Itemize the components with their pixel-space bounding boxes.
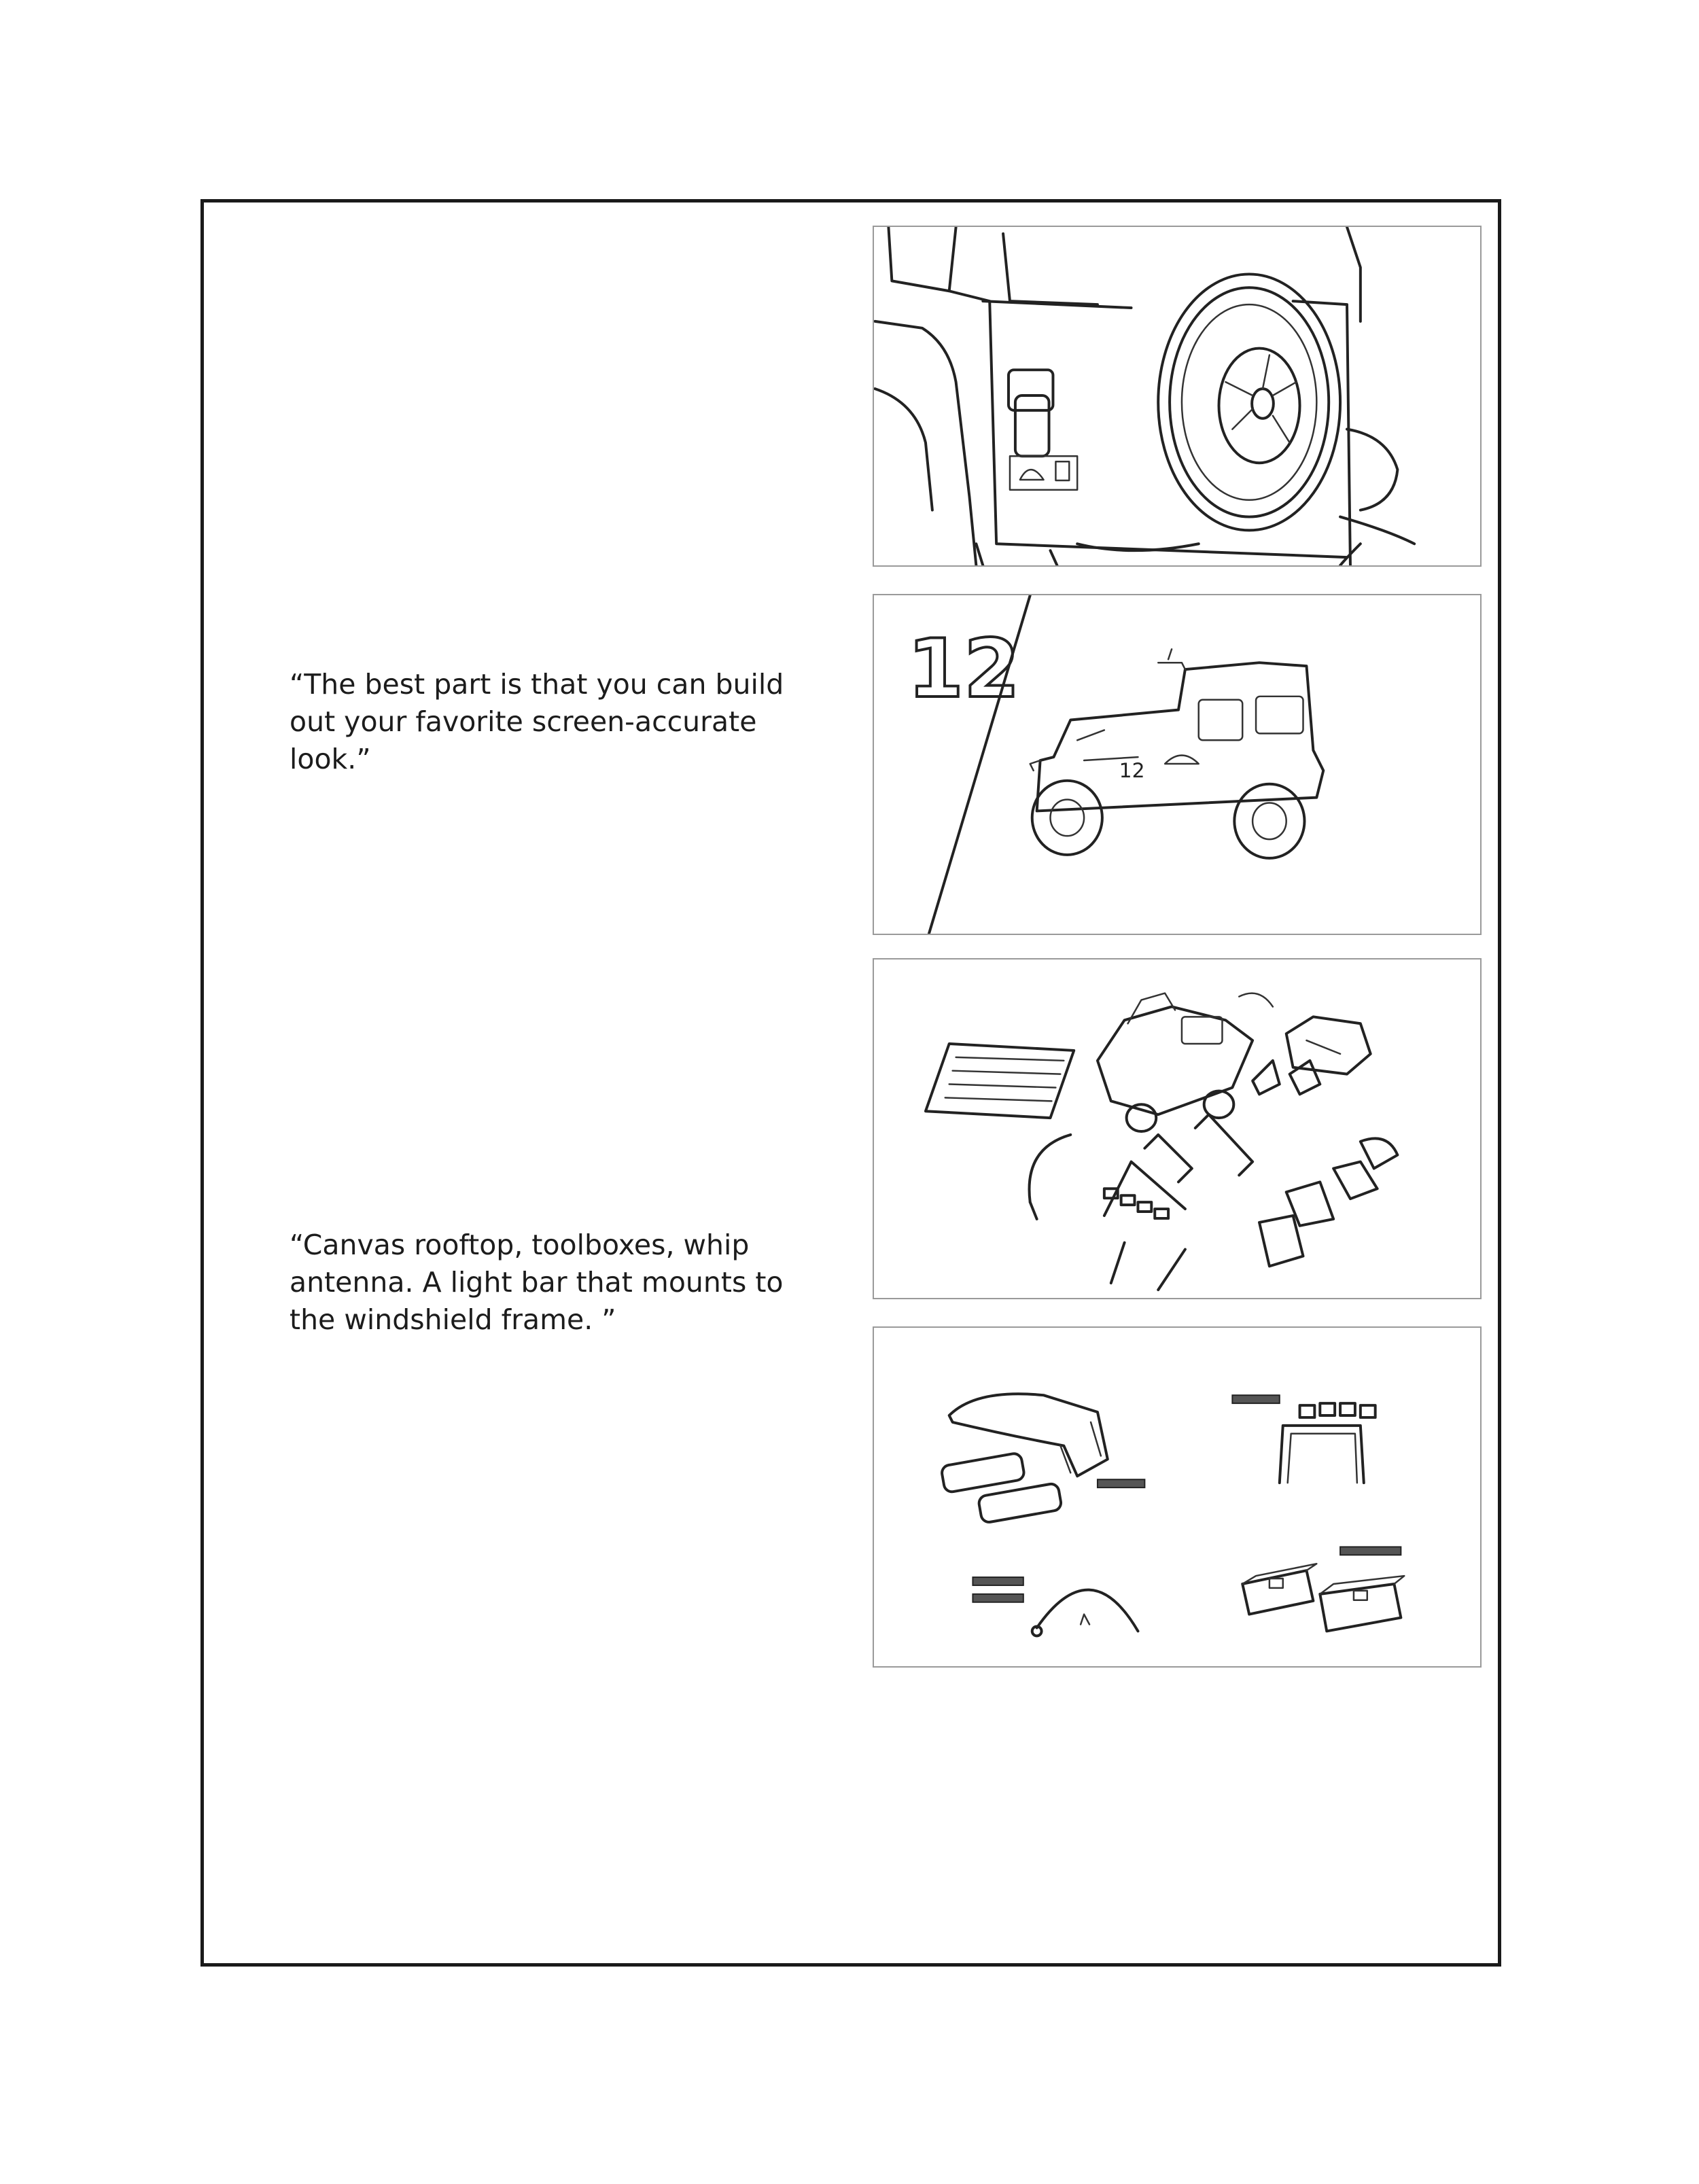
number-12-decal: 12 — [907, 622, 1020, 716]
storyboard-panel-2 — [873, 594, 1482, 935]
storyboard-panel-4 — [873, 1326, 1482, 1668]
accessory-groups-sketch — [874, 1328, 1480, 1666]
jeep-rear-spare-tire-sketch — [874, 227, 1480, 565]
caption-accessories: “Canvas rooftop, toolboxes, whip antenna. A light bar that mounts to the windshield frame. ” — [290, 1229, 784, 1336]
storyboard-panel-3 — [873, 958, 1482, 1299]
exploded-parts-sketch — [874, 959, 1480, 1298]
svg-text:12: 12 — [1119, 758, 1145, 783]
jeep-side-profile-sketch — [874, 595, 1480, 934]
storyboard-panel-1 — [873, 226, 1482, 567]
caption-screen-accurate: “The best part is that you can build out your favorite screen-accurate look.” — [290, 668, 784, 775]
